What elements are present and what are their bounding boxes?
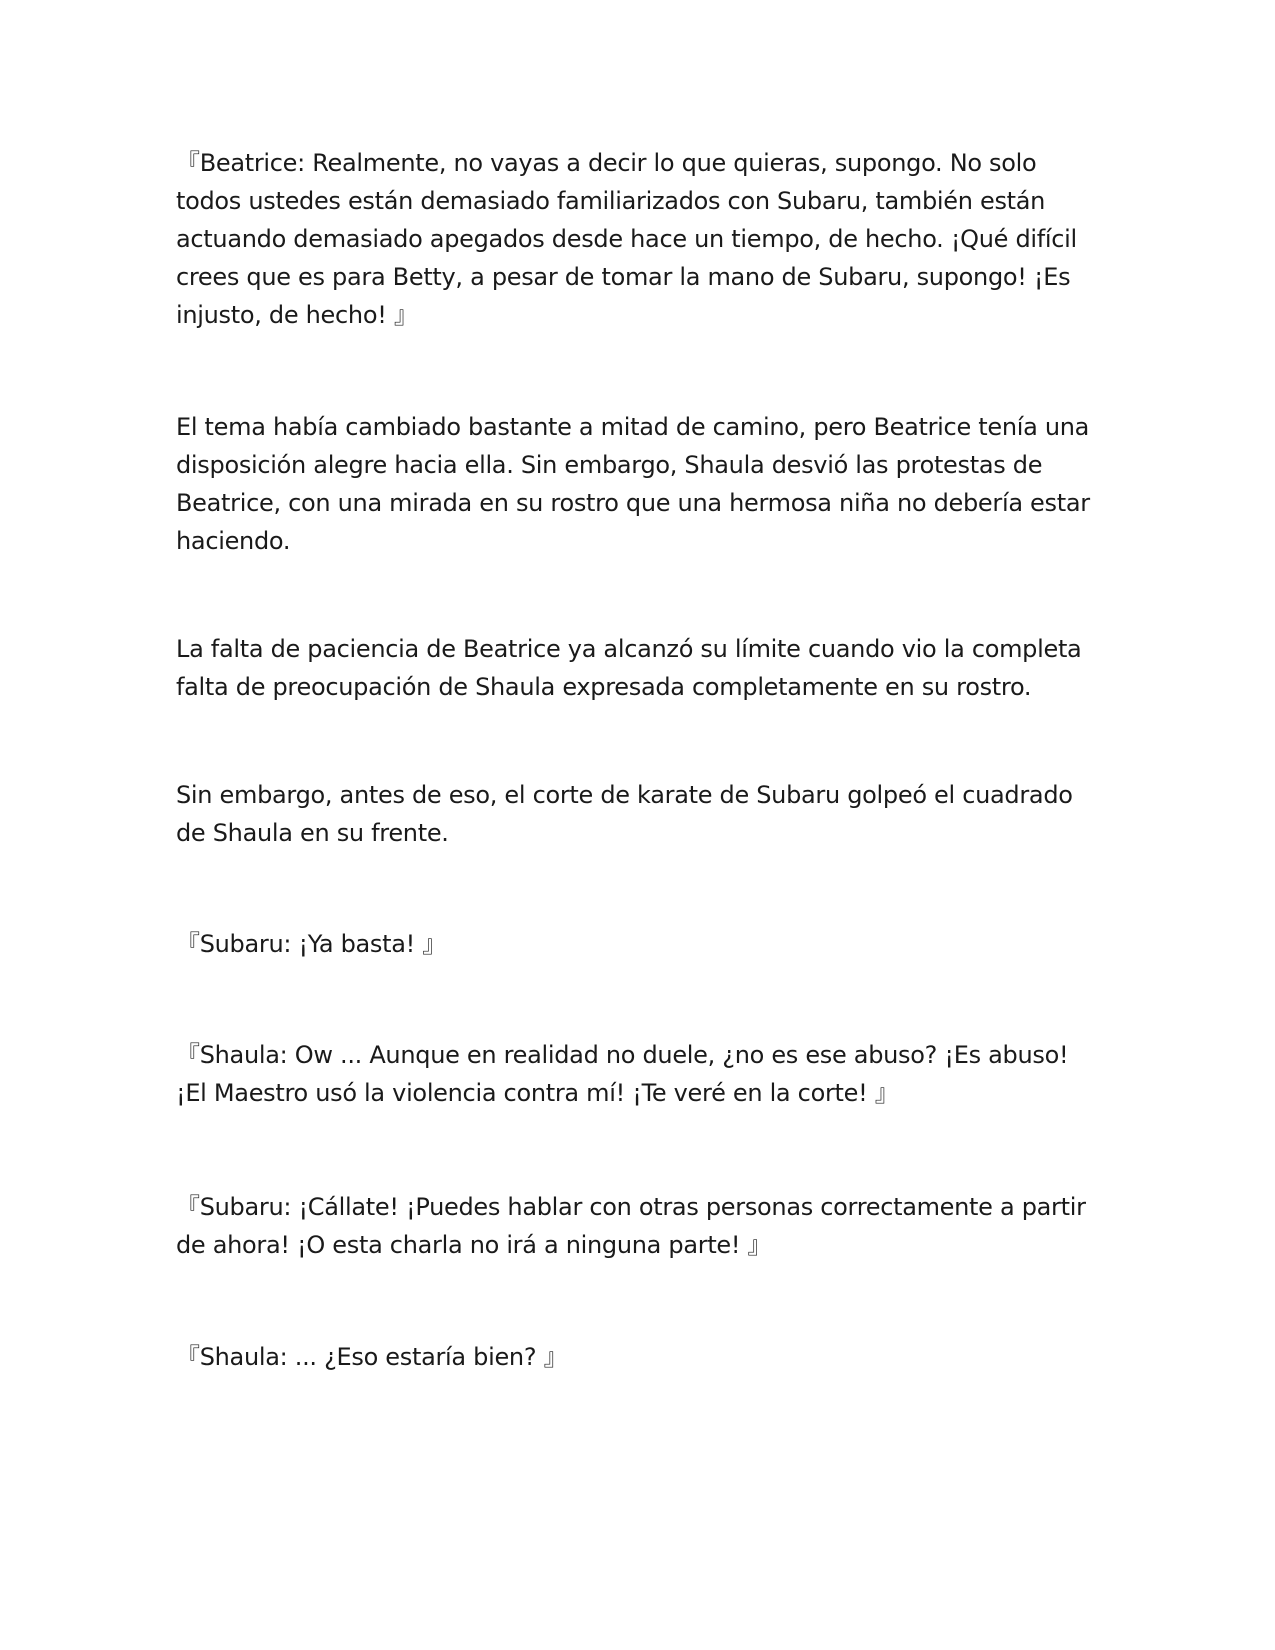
text-line: 『Subaru: ¡Ya basta! 』	[176, 930, 447, 958]
text-line: haciendo.	[176, 527, 291, 555]
paragraph-narration-karate	[176, 776, 1106, 852]
text-line: La falta de paciencia de Beatrice ya alcanzó su límite cuando vio la completa	[176, 635, 1082, 663]
text-line: falta de preocupación de Shaula expresada completamente en su rostro.	[176, 673, 1032, 701]
text-line: 『Shaula: Ow ... Aunque en realidad no duele, ¿no es ese abuso? ¡Es abuso!	[176, 1041, 1069, 1069]
paragraph-narration-topic	[176, 408, 1106, 560]
text-line: disposición alegre hacia ella. Sin embargo, Shaula desvió las protestas de	[176, 451, 1043, 479]
text-line: Sin embargo, antes de eso, el corte de karate de Subaru golpeó el cuadrado	[176, 781, 1073, 809]
text-line: crees que es para Betty, a pesar de tomar la mano de Subaru, supongo! ¡Es	[176, 263, 1071, 291]
text-line: todos ustedes están demasiado familiarizados con Subaru, también están	[176, 187, 1046, 215]
paragraph-narration-patience	[176, 630, 1106, 706]
paragraph-subaru-enough	[176, 925, 1106, 963]
text-line: Beatrice, con una mirada en su rostro que una hermosa niña no debería estar	[176, 489, 1090, 517]
text-line: 『Beatrice: Realmente, no vayas a decir lo que quieras, supongo. No solo	[176, 149, 1037, 177]
paragraph-subaru-shut-up	[176, 1188, 1106, 1264]
paragraph-shaula-abuse	[176, 1036, 1106, 1112]
text-line: de Shaula en su frente.	[176, 819, 449, 847]
text-line: El tema había cambiado bastante a mitad de camino, pero Beatrice tenía una	[176, 413, 1090, 441]
paragraph-beatrice-complaint	[176, 144, 1106, 334]
text-line: 『Shaula: ... ¿Eso estaría bien? 』	[176, 1343, 568, 1371]
paragraph-shaula-fine	[176, 1338, 1106, 1376]
text-line: ¡El Maestro usó la violencia contra mí! ¡Te veré en la corte! 』	[176, 1079, 899, 1107]
text-line: injusto, de hecho! 』	[176, 301, 418, 329]
text-line: actuando demasiado apegados desde hace un tiempo, de hecho. ¡Qué difícil	[176, 225, 1077, 253]
text-line: 『Subaru: ¡Cállate! ¡Puedes hablar con otras personas correctamente a partir	[176, 1193, 1086, 1221]
text-line: de ahora! ¡O esta charla no irá a ninguna parte! 』	[176, 1231, 772, 1259]
